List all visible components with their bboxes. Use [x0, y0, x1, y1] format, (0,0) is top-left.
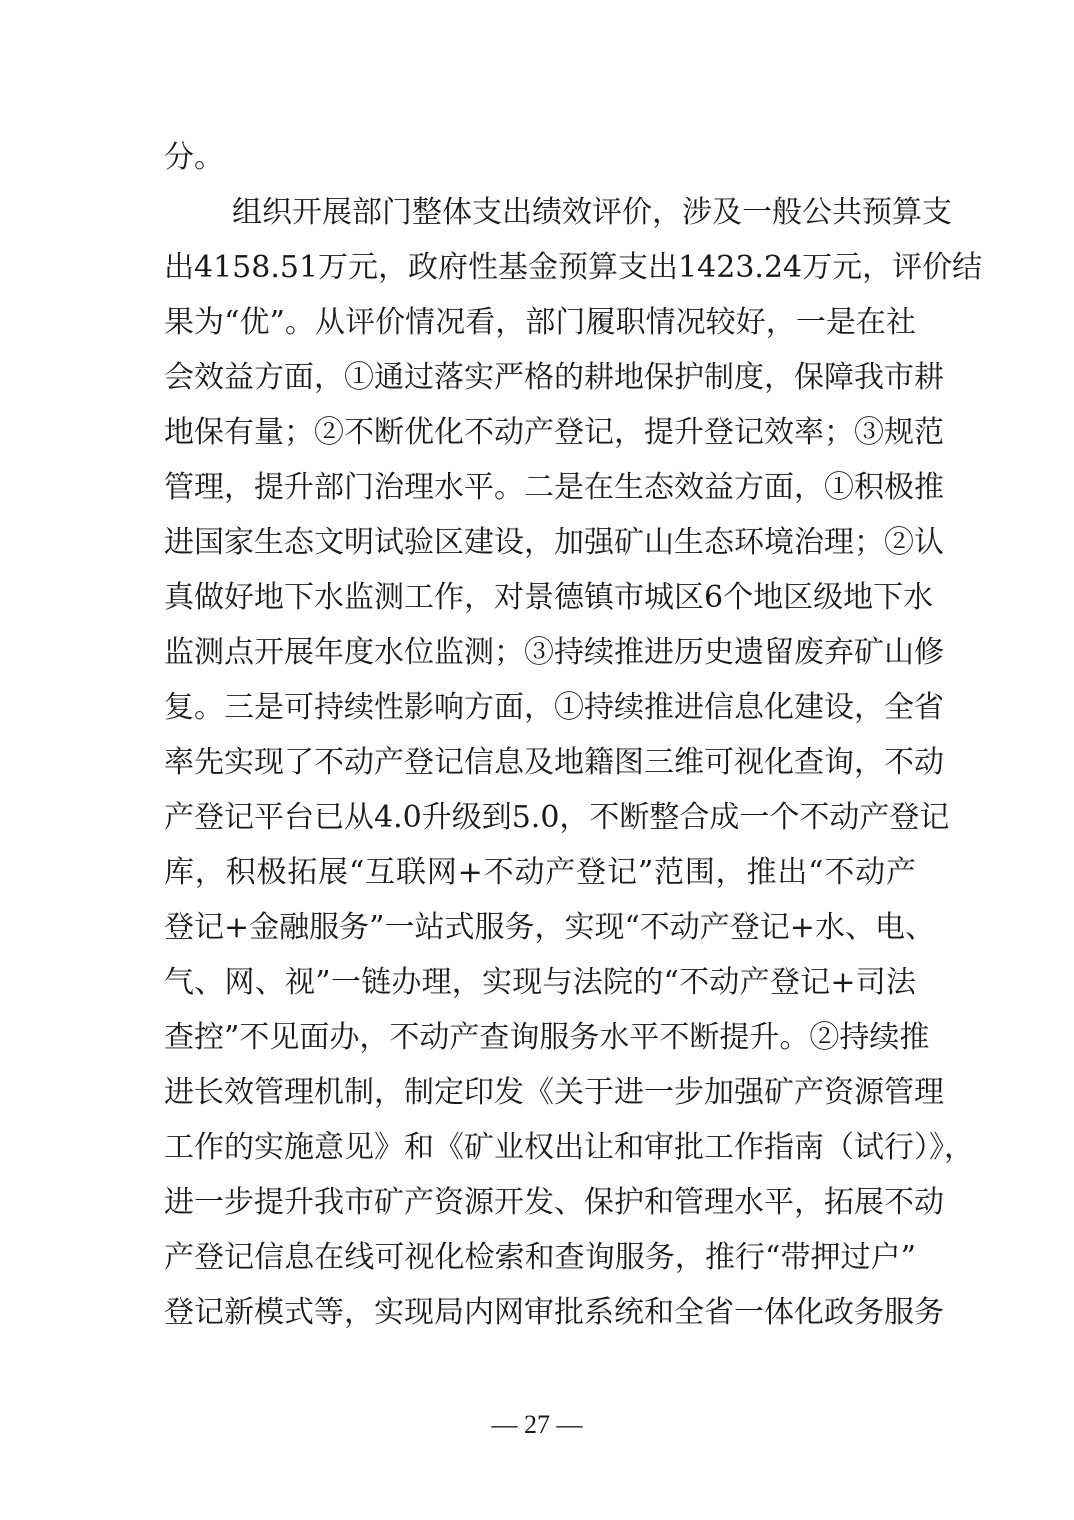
- paragraph-first-line: 组织开展部门整体支出绩效评价，涉及一般公共预算支: [232, 195, 952, 230]
- text-line: 库，积极拓展“互联网+不动产登记”范围，推出“不动产: [164, 855, 916, 890]
- text-line: 进一步提升我市矿产资源开发、保护和管理水平，拓展不动: [164, 1185, 944, 1220]
- text-line: 出4158.51万元，政府性基金预算支出1423.24万元，评价结: [164, 250, 983, 285]
- text-line: 进长效管理机制，制定印发《关于进一步加强矿产资源管理: [164, 1075, 944, 1110]
- text-line: 产登记信息在线可视化检索和查询服务，推行“带押过户”: [164, 1240, 916, 1275]
- text-line: 会效益方面，①通过落实严格的耕地保护制度，保障我市耕: [164, 360, 944, 395]
- text-line: 管理，提升部门治理水平。二是在生态效益方面，①积极推: [164, 470, 944, 505]
- text-line: 查控”不见面办，不动产查询服务水平不断提升。②持续推: [164, 1020, 930, 1055]
- page-number: — 27 —: [491, 1410, 583, 1439]
- text-line: 果为“优”。从评价情况看，部门履职情况较好，一是在社: [164, 305, 916, 340]
- text-line: 进国家生态文明试验区建设，加强矿山生态环境治理；②认: [164, 525, 944, 560]
- text-line: 工作的实施意见》和《矿业权出让和审批工作指南（试行）》，: [164, 1130, 974, 1165]
- text-line: 登记+金融服务”一站式服务，实现“不动产登记+水、电、: [164, 910, 935, 945]
- text-line: 率先实现了不动产登记信息及地籍图三维可视化查询，不动: [164, 745, 944, 780]
- text-line: 产登记平台已从4.0升级到5.0，不断整合成一个不动产登记: [164, 800, 950, 835]
- text-line: 真做好地下水监测工作，对景德镇市城区6个地区级地下水: [164, 580, 934, 615]
- text-line: 复。三是可持续性影响方面，①持续推进信息化建设，全省: [164, 690, 944, 725]
- text-line: 监测点开展年度水位监测；③持续推进历史遗留废弃矿山修: [164, 635, 944, 670]
- text-line: 登记新模式等，实现局内网审批系统和全省一体化政务服务: [164, 1295, 944, 1330]
- text-line: 地保有量；②不断优化不动产登记，提升登记效率；③规范: [164, 415, 944, 450]
- text-line: 气、网、视”一链办理，实现与法院的“不动产登记+司法: [164, 965, 916, 1000]
- text-line: 分。: [164, 140, 224, 175]
